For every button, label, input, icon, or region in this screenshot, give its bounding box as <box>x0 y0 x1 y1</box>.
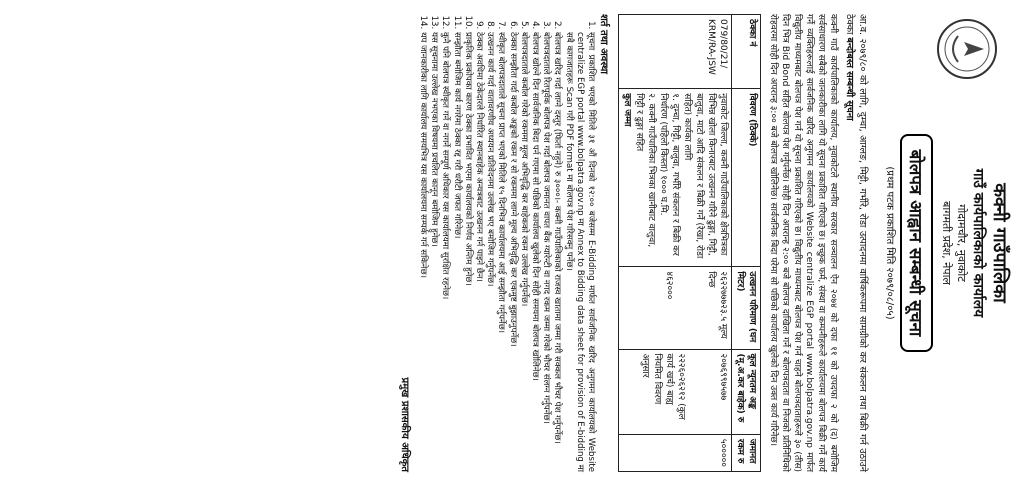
deposit-cell: ५००००० <box>619 434 732 471</box>
office-location: गोदामचौर, नुवाकोट <box>955 204 968 282</box>
reference-title: बन्दोबस्त सम्बन्धी सूचना <box>844 37 856 121</box>
list-item: 12. कुनै पनि बोलपत्र स्वीकृत गर्ने वा नगर्ने सम्पूर्ण अधिकार यस कार्यालयमा सुरक्षित रहनेछ। <box>439 32 450 472</box>
province-name: बागमती प्रदेश, नेपाल <box>940 201 953 285</box>
list-item: 6. ठेक्का सम्झौता गर्दा कबोल अङ्कको रकम र सो रकममा लाग्ने मूल्य अभिवृद्धि कर एकमुष्ट बुझाउनुपर्नेछ। <box>506 32 517 472</box>
cost-cell <box>619 349 732 434</box>
list-item: 13. यस सूचनामा उल्लेख नभएका विषयमा प्रचलित कानून बमोजिम हुनेछ। <box>428 32 439 472</box>
list-item: 3. बोलपत्रदाताले रितपूर्वक बोलपत्र पेश गर्दा बोलपत्र जमानत वापत बैंक ग्यारेन्टी वा नगद रकम जम्मा गरेको भौचर संलग्न गर्नुपर्नेछ। <box>540 32 551 472</box>
notice-reference <box>843 14 868 472</box>
table-row <box>619 15 732 472</box>
list-item: 1. सूचना प्रकाशित भएको मितिले ३१ औं दिनको १२:०० बजेसम्म E-Bidding मार्फत सार्वजनिक खरिद अनुगमन कार्यालयको Website centralize EGP portal www.bolpatra.gov.np मा Annex to Bidding data sheet for provision of E-bidding मा सबै कागजातहरू Scan गरी PDF format मा बोलपत्र पेश गरिसक्नु पर्नेछ। <box>562 32 596 472</box>
details-item-2: २. कक्नी गाउँपालिका भित्रका खानीबाट वालुवा, गिट्टी र ढुङ्गा सहित <box>634 93 656 248</box>
list-item: 9. ठेक्का अवधिमा ठेकेदारले निर्धारित स्थानबाहेक अन्यत्रबाट उत्खनन गर्न पाइने छैन। <box>473 32 484 472</box>
col-details: विवरण (ठिक्के) <box>732 89 761 267</box>
list-item: 7. स्वीकृत बोलपत्रदाताले सूचना प्राप्त भएको मितिले १५ दिनभित्र कार्यालयमा आई सम्झौता गर्नुपर्नेछ। <box>495 32 506 472</box>
reference-prefix: आ.व. २०७९/८० को लागि, दुम्चा, आग्लङ, मिट्टी, गर्भीरे, रोडा उत्पादनमा वार्षिकरूपमा सामग्रीको कर संकलन तथा बिक्री गर्न उठाउने ठेक्का <box>844 14 868 472</box>
tender-table <box>618 14 761 472</box>
list-item: 2. बोलपत्र खरिद गर्दा लाग्ने दस्तुर (फिर्ता नहुने) रु ३०००।- कक्नी गाउँपालिकाको राजस्व खातामा जम्मा गरी सक्कल भौचर पेश गर्नुपर्नेछ। <box>551 32 562 472</box>
col-tender-no: ठेक्का नं <box>732 15 761 89</box>
notice-body: कक्नी गाउँ कार्यपालिकाको कार्यालय, नुवाकोटले स्थानीय सरकार सञ्चालन ऐन २०७४ को दफा ११ को उपदफा २ को (द) बमोजिम सर्वसाधारण सबैको जानकारीका लागि यो सूचना प्रकाशित गरिएको छ। इच्छुक फर्म, संस्था वा कम्पनीहरूले कार्यालयमा बोलपत्र बिक्री गर्ने कार्य गर्ने व्यक्तिहरूलाई सार्वजनिक खरिद अनुगमन कार्यालयको Website centralize EGP portal www.bolpatra.gov.np मार्फत विद्युतीय माध्यमबाट बोलपत्र पेश गर्न यो सूचना प्रकाशित गरिएको छ। विद्युतीय माध्यमबाट बोलपत्र पेश गर्न चाहने बोलपत्रदाताहरूले ३० (तीस) दिन भित्र Bid Bond सहित बोलपत्र पेश गर्नुपर्नेछ। सोही दिन अपरान्ह २:०० बजे बोलपत्र दाखिला गर्ने र बोलपत्रदाता वा निजको प्रतिनिधिको रोहवरमा सोही दिन अपरान्ह ३:०० बजे बोलपत्र खोलिनेछ। सार्वजनिक बिदा परेमा सो पछिको कार्यालय खुलेको दिन उक्त कार्य गरिनेछ। <box>768 14 838 472</box>
cost-1: २०७६९९७५७७ <box>718 353 728 401</box>
quantity-2: ४६२००० <box>664 271 674 300</box>
publication-date: (प्रथम पटक प्रकाशित मिति २०७९/०८/०५) <box>884 166 895 320</box>
list-item: 10. प्राकृतिक प्रकोपका कारण ठेक्का प्रभावित भएमा कार्यालयको निर्णय अन्तिम हुनेछ। <box>462 32 473 472</box>
details-item-1: १. दुम्चा, गिट्टी, बालुवा, गर्भीरे संकलन र बिक्री कर निर्धारण (पहिलो किस्ता) १००० घ.मि. <box>658 93 680 256</box>
terms-list <box>417 14 596 472</box>
notice-title: बोलपत्र आह्वान सम्बन्धी सूचना <box>900 134 933 353</box>
signature: प्रमुख प्रशासकीय अधिकृत <box>398 377 410 472</box>
col-cost: कूल न्यूनतम अङ्क (मू.अ.कर बाहेक) रु <box>732 349 761 434</box>
details-intro: नुवाकोट जिल्ला, कक्नी गाउँपालिकाको क्षेत्रभित्रका विभिन्न खोला किनारबाट उत्खनन गरिने ढुङ्गा, गिट्टी, बालुवा, माटो आदि संकलन र बिक्री गर्ने (रेखा, रोडा सहित) कार्यका लागि <box>682 93 728 259</box>
nepal-emblem-icon <box>936 18 998 80</box>
list-item: 8. उत्खनन कार्य गर्दा वातावरणीय अध्ययन प्रतिवेदनमा उल्लेख भए बमोजिम गर्नुपर्नेछ। <box>484 32 495 472</box>
col-quantity: उत्खनन परिमाण (घन मिटर) <box>732 267 761 349</box>
cost-2: २२२६०२६२१२ (कुल कार्य खर्च) बाह्य नियमित विवरण अनुसार <box>640 353 686 420</box>
list-item: 5. बोलपत्रदाताले कबोल गरेको रकममा मूल्य अभिवृद्धि कर बाहेकको रकम उल्लेख गर्नुपर्नेछ। <box>518 32 529 472</box>
terms-heading: शर्त तथा अवस्था <box>598 14 609 75</box>
details-total-label: कुल जम्मा <box>622 93 632 127</box>
tender-details <box>619 89 732 267</box>
col-deposit: जमानत रकम रु <box>732 434 761 471</box>
table-header-row <box>732 15 761 472</box>
quantity-1: २६२२७७७२३.५ मूल्य दिन्छ <box>706 271 728 339</box>
list-item: 4. बोलपत्र खोल्ने दिन सार्वजनिक बिदा पर्न गएमा सो पछिको कार्यालय खुलेको दिन सोही समयमा बोलपत्र खोलिनेछ। <box>529 32 540 472</box>
quantity-cell <box>619 267 732 349</box>
tender-number: 079/80/21/ KRM/RA-JSW <box>619 15 732 89</box>
notice-header <box>872 14 1012 472</box>
list-item: 14. थप जानकारीका लागि कार्यालय समयभित्र यस कार्यालयमा सम्पर्क गर्न सकिनेछ। <box>417 32 428 472</box>
municipality-name: कक्नी गाउँपालिका <box>989 183 1010 303</box>
list-item: 11. सम्झौता बमोजिम कार्य नगरेमा ठेक्का रद्द गरी धरौटी जफत गरिनेछ। <box>450 32 461 472</box>
office-name: गाउँ कार्यपालिकाको कार्यालय <box>970 168 986 318</box>
